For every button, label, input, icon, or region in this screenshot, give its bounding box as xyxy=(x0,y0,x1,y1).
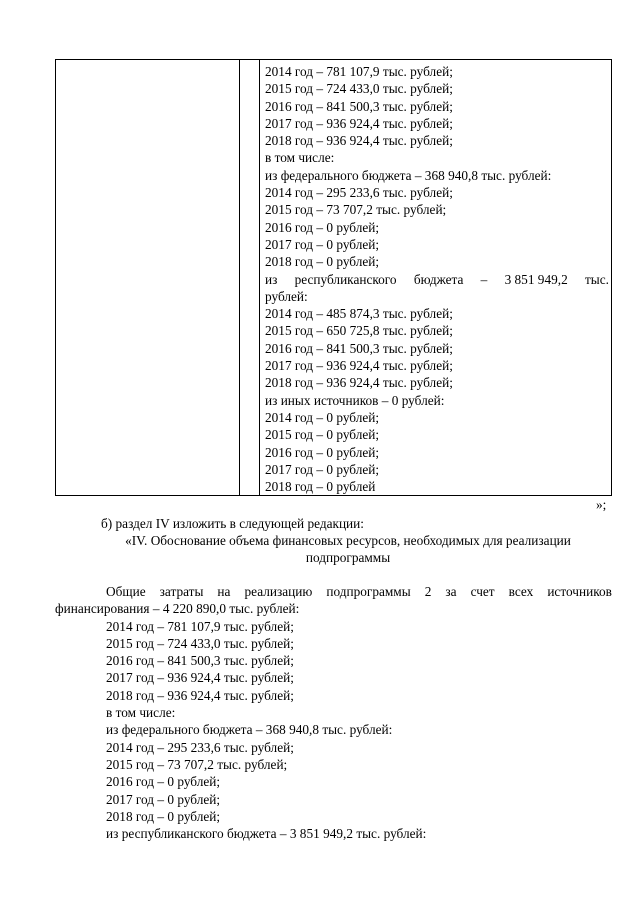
cell-line: 2017 год – 0 рублей; xyxy=(265,236,380,252)
paragraph-b: б) раздел IV изложить в следующей редакции: xyxy=(101,516,364,531)
word: Общие xyxy=(106,584,146,599)
intro-line: финансирования – 4 220 890,0 тыс. рублей: xyxy=(55,601,300,617)
cell-line: 2014 год – 295 233,6 тыс. рублей; xyxy=(265,185,453,201)
body-line: 2016 год – 841 500,3 тыс. рублей; xyxy=(106,653,294,669)
body-line: из республиканского бюджета – 3 851 949,2 тыс. рублей: xyxy=(106,826,427,842)
word: за xyxy=(445,584,457,599)
word: затраты xyxy=(159,584,204,599)
cell-line: 2016 год – 0 рублей; xyxy=(265,219,380,235)
word: 3 851 949,2 xyxy=(504,271,568,287)
word: бюджета xyxy=(413,271,464,287)
word: – xyxy=(480,271,488,287)
cell-line: 2015 год – 0 рублей; xyxy=(265,427,380,443)
cell-line: 2018 год – 0 рублей; xyxy=(265,254,380,270)
body-line: 2017 год – 936 924,4 тыс. рублей; xyxy=(106,670,294,686)
funding-table xyxy=(55,59,612,496)
body-line: 2015 год – 73 707,2 тыс. рублей; xyxy=(106,756,288,772)
body-line: 2015 год – 724 433,0 тыс. рублей; xyxy=(106,635,294,651)
word: республиканского xyxy=(294,271,397,287)
cell-line: 2014 год – 485 874,3 тыс. рублей; xyxy=(265,306,453,322)
cell-line: 2015 год – 650 725,8 тыс. рублей; xyxy=(265,323,453,339)
intro-line xyxy=(55,583,612,600)
heading-line: «IV. Обоснование объема финансовых ресурсов, необходимых для реализации xyxy=(125,533,571,548)
cell-line: 2018 год – 936 924,4 тыс. рублей; xyxy=(265,133,453,149)
body-line: в том числе: xyxy=(106,705,176,721)
section-body xyxy=(55,583,612,842)
cell-line: 2017 год – 936 924,4 тыс. рублей; xyxy=(265,358,453,374)
cell-line: 2018 год – 936 924,4 тыс. рублей; xyxy=(265,375,453,391)
cell-line: 2016 год – 841 500,3 тыс. рублей; xyxy=(265,340,453,356)
cell-line: 2017 год – 936 924,4 тыс. рублей; xyxy=(265,115,453,131)
heading-line: подпрограммы xyxy=(305,550,391,566)
word: счет xyxy=(470,584,495,599)
word: тыс. xyxy=(584,271,609,287)
cell-line: рублей: xyxy=(265,288,308,304)
table-column-divider xyxy=(239,60,240,495)
table-column-divider xyxy=(259,60,260,495)
cell-line: из иных источников – 0 рублей: xyxy=(265,392,445,408)
body-line: из федерального бюджета – 368 940,8 тыс. рублей: xyxy=(106,722,393,738)
cell-line: 2018 год – 0 рублей xyxy=(265,479,376,495)
body-line: 2016 год – 0 рублей; xyxy=(106,774,221,790)
cell-line: 2014 год – 781 107,9 тыс. рублей; xyxy=(265,64,453,79)
cell-line: 2016 год – 0 рублей; xyxy=(265,444,380,460)
word: подпрограммы xyxy=(326,584,411,599)
word: из xyxy=(265,271,278,287)
cell-line: 2016 год – 841 500,3 тыс. рублей; xyxy=(265,98,453,114)
cell-line: в том числе: xyxy=(265,150,335,166)
cell-line: из федерального бюджета – 368 940,8 тыс. рублей: xyxy=(265,167,552,183)
section-heading xyxy=(88,532,608,567)
word: 2 xyxy=(424,584,432,599)
body-line: 2014 год – 781 107,9 тыс. рублей; xyxy=(106,618,294,634)
cell-line: 2015 год – 73 707,2 тыс. рублей; xyxy=(265,202,447,218)
cell-line: 2015 год – 724 433,0 тыс. рублей; xyxy=(265,81,453,97)
word: на xyxy=(217,584,231,599)
funding-cell xyxy=(265,63,609,495)
body-line: 2018 год – 0 рублей; xyxy=(106,808,221,824)
closing-quote: »; xyxy=(596,497,607,512)
republic-budget-line xyxy=(265,271,609,288)
cell-line: 2017 год – 0 рублей; xyxy=(265,461,380,477)
body-line: 2014 год – 295 233,6 тыс. рублей; xyxy=(106,739,294,755)
word: источников xyxy=(547,584,612,599)
body-line: 2018 год – 936 924,4 тыс. рублей; xyxy=(106,687,294,703)
word: всех xyxy=(508,584,534,599)
cell-line: 2014 год – 0 рублей; xyxy=(265,409,380,425)
word: реализацию xyxy=(244,584,313,599)
body-line: 2017 год – 0 рублей; xyxy=(106,791,221,807)
